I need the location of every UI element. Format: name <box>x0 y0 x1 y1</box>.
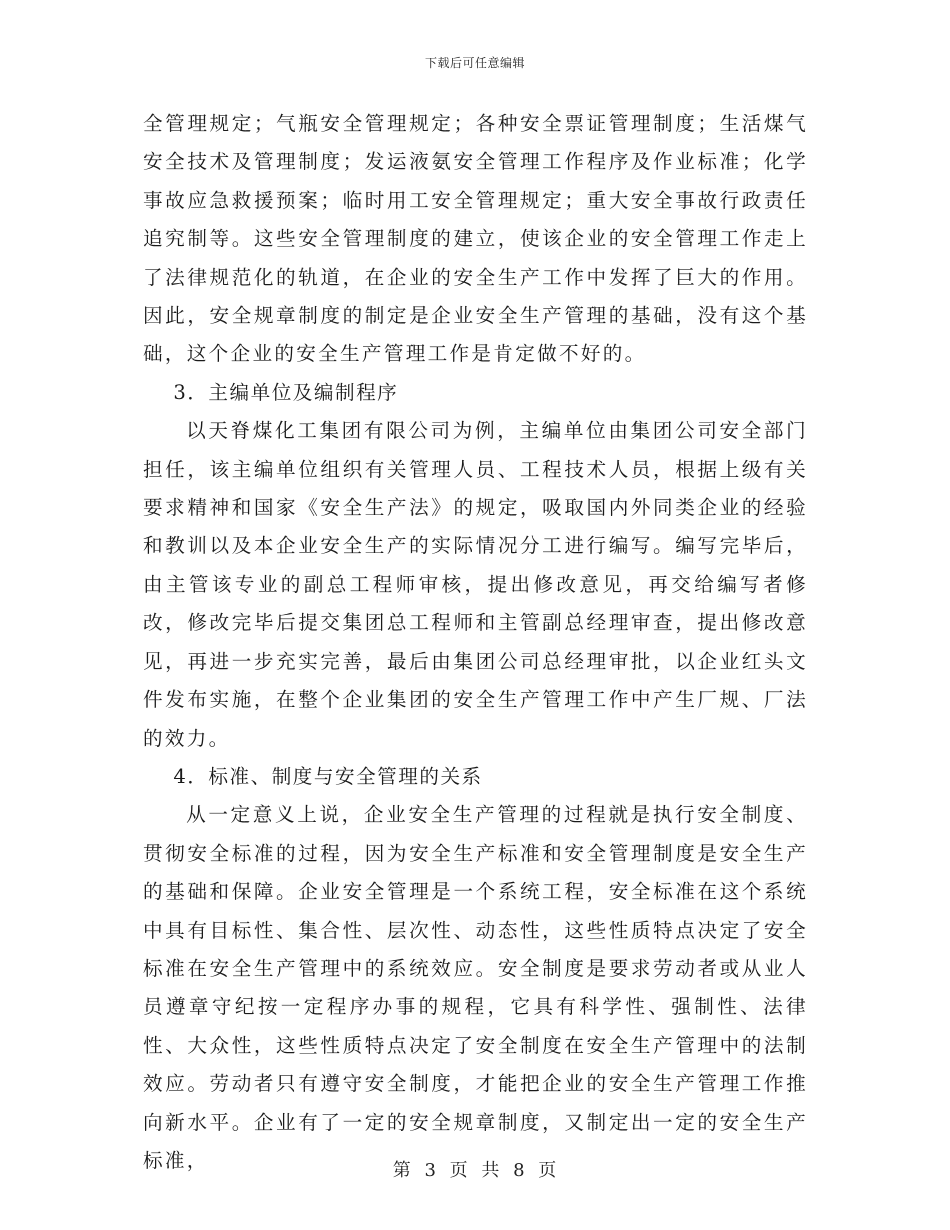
page-number-footer: 第 3 页 共 8 页 <box>392 1160 558 1181</box>
document-body <box>143 105 808 1180</box>
section-heading-4: 4．标准、制度与安全管理的关系 <box>173 764 483 788</box>
page-header-note: 下载后可任意编辑 <box>424 56 525 70</box>
paragraph-safety-regulations: 全管理规定；气瓶安全管理规定；各种安全票证管理制度；生活煤气安全技术及管理制度；发运液氨安全管理工作程序及作业标准；化学事故应急救援预案；临时用工安全管理规定；重大安全事故行政责任追究制等。这些安全管理制度的建立，使该企业的安全管理工作走上了法律规范化的轨道，在企业的安全生产工作中发挥了巨大的作用。因此，安全规章制度的制定是企业安全生产管理的基础，没有这个基础，这个企业的安全生产管理工作是肯定做不好的。 <box>143 112 808 366</box>
section-heading-3: 3．主编单位及编制程序 <box>173 380 399 404</box>
paragraph-standards-relationship: 从一定意义上说，企业安全生产管理的过程就是执行安全制度、贯彻安全标准的过程，因为安全生产标准和安全管理制度是安全生产的基础和保障。企业安全管理是一个系统工程，安全标准在这个系统中具有目标性、集合性、层次性、动态性，这些性质特点决定了安全标准在安全生产管理中的系统效应。安全制度是要求劳动者或从业人员遵章守纪按一定程序办事的规程，它具有科学性、强制性、法律性、大众性，这些性质特点决定了安全制度在安全生产管理中的法制效应。劳动者只有遵守安全制度，才能把企业的安全生产管理工作推向新水平。企业有了一定的安全规章制度，又制定出一定的安全生产标准， <box>143 803 808 1172</box>
paragraph-editing-procedure: 以天脊煤化工集团有限公司为例，主编单位由集团公司安全部门担任，该主编单位组织有关管理人员、工程技术人员，根据上级有关要求精神和国家《安全生产法》的规定，吸取国内外同类企业的经验和教训以及本企业安全生产的实际情况分工进行编写。编写完毕后，由主管该专业的副总工程师审核，提出修改意见，再交给编写者修改，修改完毕后提交集团总工程师和主管副总经理审查，提出修改意见，再进一步充实完善，最后由集团公司总经理审批，以企业红头文件发布实施，在整个企业集团的安全生产管理工作中产生厂规、厂法的效力。 <box>143 419 808 750</box>
